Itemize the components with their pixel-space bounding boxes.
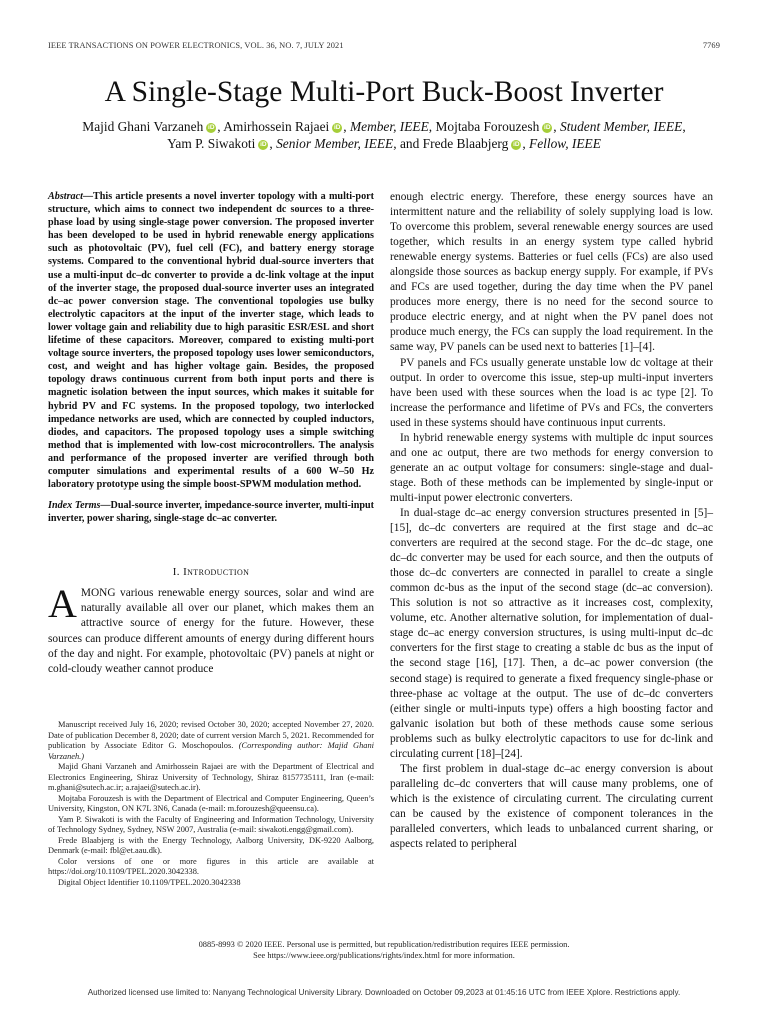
orcid-icon[interactable]: iD xyxy=(513,141,520,148)
index-terms xyxy=(48,499,374,525)
running-header xyxy=(48,41,720,55)
abstract-text: —This article presents a novel inverter topology with a multi-port structure, which aims to connect two independent dc sources to a three-phase load by using single-stage power conversion. The proposed inverter has been developed to be used in hybrid renewable energy applications such as photovoltaic (PV), fuel cell (FC), and battery energy storage systems. Compared to the conventional hybrid dual-source inverters that use a multi-input dc–dc converter to provide a dc-link voltage at the input of the inverter stage, the proposed dual-source inverter uses an integrated dc–ac power conversion stage. The conventional topologies use bulky electrolytic capacitors at the input of the inverter stage, which leads to lower voltage gain and reliability due to high parasitic ESR/ESL and short lifetime of these capacitors. Moreover, compared to existing multi-port voltage source inverters, the proposed topology uses lower semiconductors, cost, and weight and has higher voltage gain. Besides, the proposed topology draws continuous current from both input ports and there is magnetic isolation between the input sources, which makes it suitable for hybrid PV and FC systems. In the proposed topology, two interlocked impedance networks are used, which are connected by coupled inductors, diodes, and capacitors. The proposed topology uses a simple switching method that is implemented with low-cost microcontrollers. The analysis and performance of the proposed inverter are verified through both computer simulations and experimental results of a 600 W–50 Hz laboratory prototype using the simple boost-SPWM modulation method. xyxy=(48,191,374,491)
orcid-icon[interactable]: iD xyxy=(208,124,215,131)
author-name: Amirhossein Rajaei xyxy=(223,119,330,134)
license-footer: Authorized licensed use limited to: Nanyang Technological University Library. Downloaded on October 09,2023 at 01:45:16 UTC from IEEE Xplore. Restrictions apply. xyxy=(87,988,681,997)
section-heading: I. Introduction xyxy=(172,566,250,579)
body-paragraph: In dual-stage dc–ac energy conversion structures presented in [5]–[15], dc–dc converters are required at the first stage and dc–ac converters are required at the second stage. For the dc–dc stage, one dc–dc converter may be used for each source, and then the outputs of those dc–dc converters are connected in parallel to create a single common dc-bus as the input of the second stage (dc–ac conversion). This solution is not so attractive as it increases cost, complexity, volume, etc. Another alternative solution, for implementation of dual-stage dc–ac energy conversion structures, is using multi-input dc–dc converters for the first stage to creating a stable dc bus as the input of the second stage [16], [17]. Then, a dc–ac power conversion (the second stage) is required to generate a fixed frequency single-phase or three-phase ac voltage at the output. The use of dc–dc converters (either single or multi-inputs type) offers a high boosting factor and galvanic isolation but both of these methods cause some serious problems such as bulky electrolytic capacitors to use for dc-link and circulating current [18]–[24]. xyxy=(390,506,713,760)
orcid-icon[interactable]: iD xyxy=(544,124,551,131)
author-role: Senior Member, IEEE xyxy=(276,136,394,151)
orcid-icon[interactable]: iD xyxy=(334,124,341,131)
author-role: Member, IEEE xyxy=(349,119,429,134)
body-paragraph: PV panels and FCs usually generate unstable low dc voltage at their output. In order to overcome this issue, step-up multi-input inverters have been used with these sources when the load is ac type [2]. To increase the performance and lifetime of PVs and FCs, the converters used in these systems should have continuous input currents. xyxy=(390,356,713,429)
footnote-affiliation: Majid Ghani Varzaneh and Amirhossein Rajaei are with the Department of Electrical and Electronics Engineering, Shiraz University of Technology, Shiraz 8157735111, Iran (e-mail: m.ghani@sutech.ac.ir; a.rajaei@sutech.ac.ir). xyxy=(48,762,374,792)
copyright-notice: 0885-8993 © 2020 IEEE. Personal use is permitted, but republication/redistribution requires IEEE permission. See https://www.ieee.org/publications/rights/index.html for more information. xyxy=(198,940,570,960)
footnotes xyxy=(48,720,374,888)
body-paragraph: In hybrid renewable energy systems with multiple dc input sources and one ac output, there are two methods for energy conversion to generate an ac output voltage for consumers: single-stage and dual-stage. Both of these methods can be implemented by single-input or multi-input power electronic converters. xyxy=(390,431,713,504)
footnote-affiliation: Frede Blaabjerg is with the Energy Technology, Aalborg University, DK-9220 Aalborg, Denmark (e-mail: fbl@et.aau.dk). xyxy=(48,835,374,855)
right-column xyxy=(390,190,713,852)
abstract-label: Abstract xyxy=(48,191,83,202)
author-list: Majid Ghani Varzaneh iD , Amirhossein Rajaei iD , Member, IEEE, Mojtaba Forouzesh iD , Student Member, IEEE, Yam P. Siwakoti iD , Senior Member, IEEE, and Frede Blaabjerg iD , Fellow, IEEE xyxy=(82,119,686,151)
drop-cap: A xyxy=(48,581,77,627)
journal-name: IEEE TRANSACTIONS ON POWER ELECTRONICS, VOL. 36, NO. 7, JULY 2021 xyxy=(48,41,344,50)
paper-title: A Single-Stage Multi-Port Buck-Boost Inverter xyxy=(104,76,664,108)
footnote-affiliation: Mojtaba Forouzesh is with the Department of Electrical and Computer Engineering, Queen’s University, Kingston, ON K7L 3N6, Canada (e-mail: m.forouzesh@queensu.ca). xyxy=(48,793,374,813)
abstract xyxy=(48,190,374,491)
footnote-color-note[interactable]: Color versions of one or more figures in this article are available at https://doi.org/10.1109/TPEL.2020.3042338. xyxy=(48,856,374,876)
author-name: Mojtaba Forouzesh xyxy=(435,119,540,134)
intro-paragraph: AMONG various renewable energy sources, solar and wind are naturally available all over our planet, which makes them an attractive source of energy for the future. However, these sources can produce different amounts of energy during different hours of the day and night. For example, photovoltaic (PV) panels at night or cold-cloudy weather cannot produce xyxy=(48,581,374,675)
index-terms-text: —Dual-source inverter, impedance-source inverter, multi-input inverter, power sharing, single-stage dc–ac converter. xyxy=(48,500,374,525)
body-paragraph: The first problem in dual-stage dc–ac energy conversion is about paralleling dc–dc converters that will cause many problems, one of which is the existence of circulating current. The circulating current can be caused by the existence of component tolerances in the paralleled converters, which leads to unbalanced current sharing, or aspects related to peripheral xyxy=(390,762,713,851)
left-column xyxy=(48,190,374,677)
orcid-icon[interactable]: iD xyxy=(260,141,267,148)
footnote-doi: Digital Object Identifier 10.1109/TPEL.2020.3042338 xyxy=(58,877,241,887)
author-role: Fellow, IEEE xyxy=(529,136,601,151)
body-paragraph: enough electric energy. Therefore, these energy sources have an intermittent nature and the reliability of solely supplying load is low. To overcome this problem, several renewable energy sources are used together, which results in an energy system type called hybrid renewable energy systems. Batteries or fuel cells (FCs) are also used alongside those sources as backup energy supply. For example, if PVs and FCs are used together, during the day time when the PV panel produces more energy, there is no need for the second source to produce electric energy, and at night when the PV panel does not produce much energy, the FCs can supply the load requirement. In the same way, PV panels can be used next to batteries [1]–[4]. xyxy=(390,191,713,354)
author-role: Student Member, IEEE xyxy=(560,119,683,134)
page-number: 7769 xyxy=(702,41,720,50)
footnote-affiliation: Yam P. Siwakoti is with the Faculty of Engineering and Information Technology, University of Technology Sydney, Sydney, NSW 2007, Australia (e-mail: siwakoti.engg@gmail.com). xyxy=(48,814,374,834)
footnote-manuscript: Manuscript received July 16, 2020; revised October 30, 2020; accepted November 27, 2020. Date of publication December 8, 2020; date of current version March 5, 2021. Recommended for publication by Associate Editor G. Moschopoulos. (Corresponding author: Majid Ghani Varzaneh.) xyxy=(48,720,374,761)
author-name: Yam P. Siwakoti xyxy=(167,136,256,151)
index-terms-label: Index Terms xyxy=(48,500,101,512)
author-name: Majid Ghani Varzaneh xyxy=(82,119,204,134)
author-name: Frede Blaabjerg xyxy=(422,136,509,151)
